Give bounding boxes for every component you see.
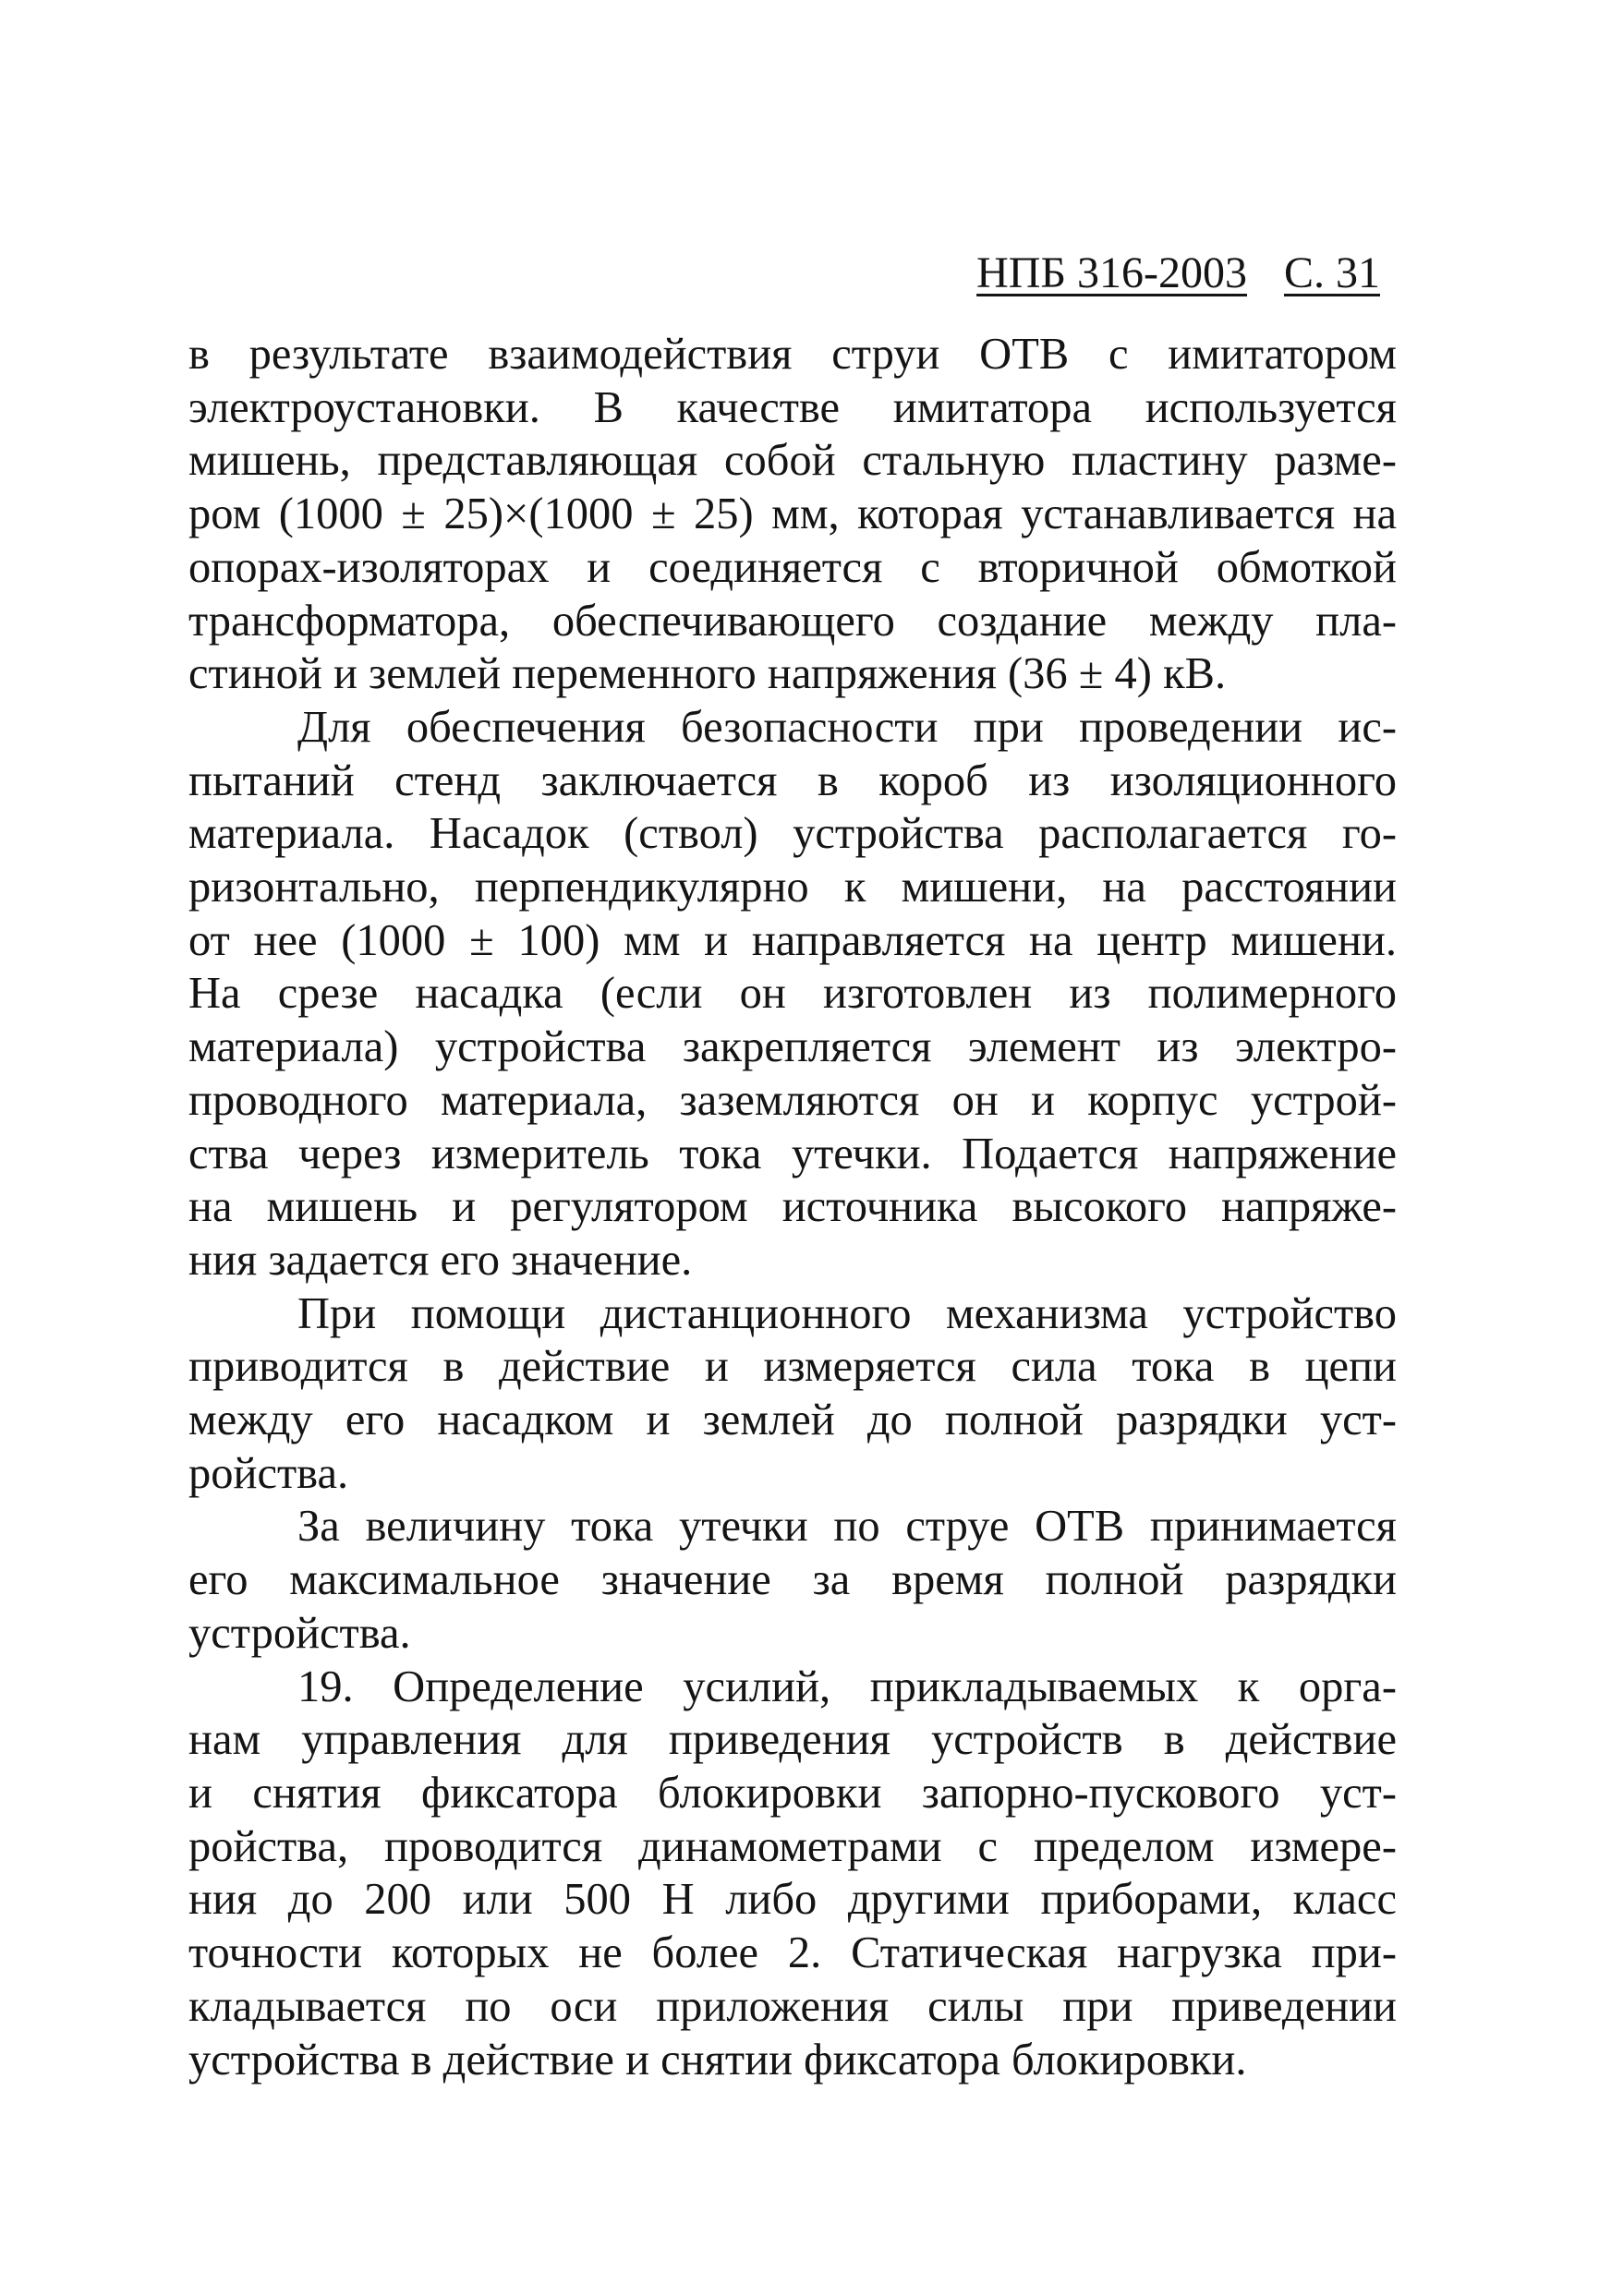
page-header xyxy=(976,248,1380,297)
text-line: 19. Определение усилий, прикладываемых к орга- xyxy=(297,1662,1397,1711)
text-line: электроустановки. В качестве имитатора используется xyxy=(188,382,1397,432)
text-line: материала) устройства закрепляется элемент из электро- xyxy=(188,1022,1397,1072)
text-line: приводится в действие и измеряется сила тока в цепи xyxy=(188,1342,1397,1392)
paragraph xyxy=(188,1661,1397,2087)
text-line: За величину тока утечки по струе ОТВ принимается xyxy=(297,1502,1397,1552)
text-line: в результате взаимодействия струи ОТВ с имитатором xyxy=(188,330,1397,379)
text-line: При помощи дистанционного механизма устройство xyxy=(297,1288,1397,1338)
text-line: стиной и землей переменного напряжения (36 ± 4) кВ. xyxy=(188,649,1227,699)
text-line: кладывается по оси приложения силы при приведении xyxy=(188,1981,1397,2031)
text-line: ния до 200 или 500 Н либо другими приборами, класс xyxy=(188,1875,1397,1925)
text-line: проводного материала, заземляются он и корпус устрой- xyxy=(188,1075,1397,1125)
paragraph xyxy=(188,1500,1397,1660)
text-line: трансформатора, обеспечивающего создание между пла- xyxy=(188,596,1397,646)
text-line: опорах-изоляторах и соединяется с вторичной обмоткой xyxy=(188,542,1397,592)
body-text xyxy=(188,328,1397,2086)
text-line: ройства. xyxy=(188,1448,349,1498)
text-line: ром (1000 ± 25)×(1000 ± 25) мм, которая устанавливается на xyxy=(188,489,1397,539)
text-line: нам управления для приведения устройств в действие xyxy=(188,1715,1397,1765)
text-line: и снятия фиксатора блокировки запорно-пускового уст- xyxy=(188,1768,1397,1818)
text-line: мишень, представляющая собой стальную пластину разме- xyxy=(188,436,1397,486)
paragraph xyxy=(188,701,1397,1287)
text-line: на мишень и регулятором источника высокого напряже- xyxy=(188,1182,1397,1232)
text-line: ризонтально, перпендикулярно к мишени, на расстоянии xyxy=(188,863,1397,912)
text-line: точности которых не более 2. Статическая нагрузка при- xyxy=(188,1928,1397,1978)
text-line: ства через измеритель тока утечки. Подается напряжение xyxy=(188,1129,1397,1178)
document-code: НПБ 316-2003 xyxy=(976,248,1247,297)
text-line: между его насадком и землей до полной разрядки уст- xyxy=(188,1396,1397,1445)
page-number: С. 31 xyxy=(1283,248,1380,297)
text-line: На срезе насадка (если он изготовлен из полимерного xyxy=(188,969,1397,1019)
text-line: устройства. xyxy=(188,1608,411,1658)
text-line: устройства в действие и снятии фиксатора блокировки. xyxy=(188,2035,1247,2085)
text-line: пытаний стенд заключается в короб из изоляционного xyxy=(188,755,1397,805)
text-line: Для обеспечения безопасности при проведении ис- xyxy=(297,702,1397,752)
paragraph xyxy=(188,328,1397,701)
text-line: его максимальное значение за время полной разрядки xyxy=(188,1555,1397,1605)
paragraph xyxy=(188,1287,1397,1501)
text-line: ройства, проводится динамометрами с пределом измере- xyxy=(188,1821,1397,1871)
text-line: материала. Насадок (ствол) устройства располагается го- xyxy=(188,809,1397,859)
text-line: от нее (1000 ± 100) мм и направляется на центр мишени. xyxy=(188,915,1397,965)
text-line: ния задается его значение. xyxy=(188,1235,693,1285)
